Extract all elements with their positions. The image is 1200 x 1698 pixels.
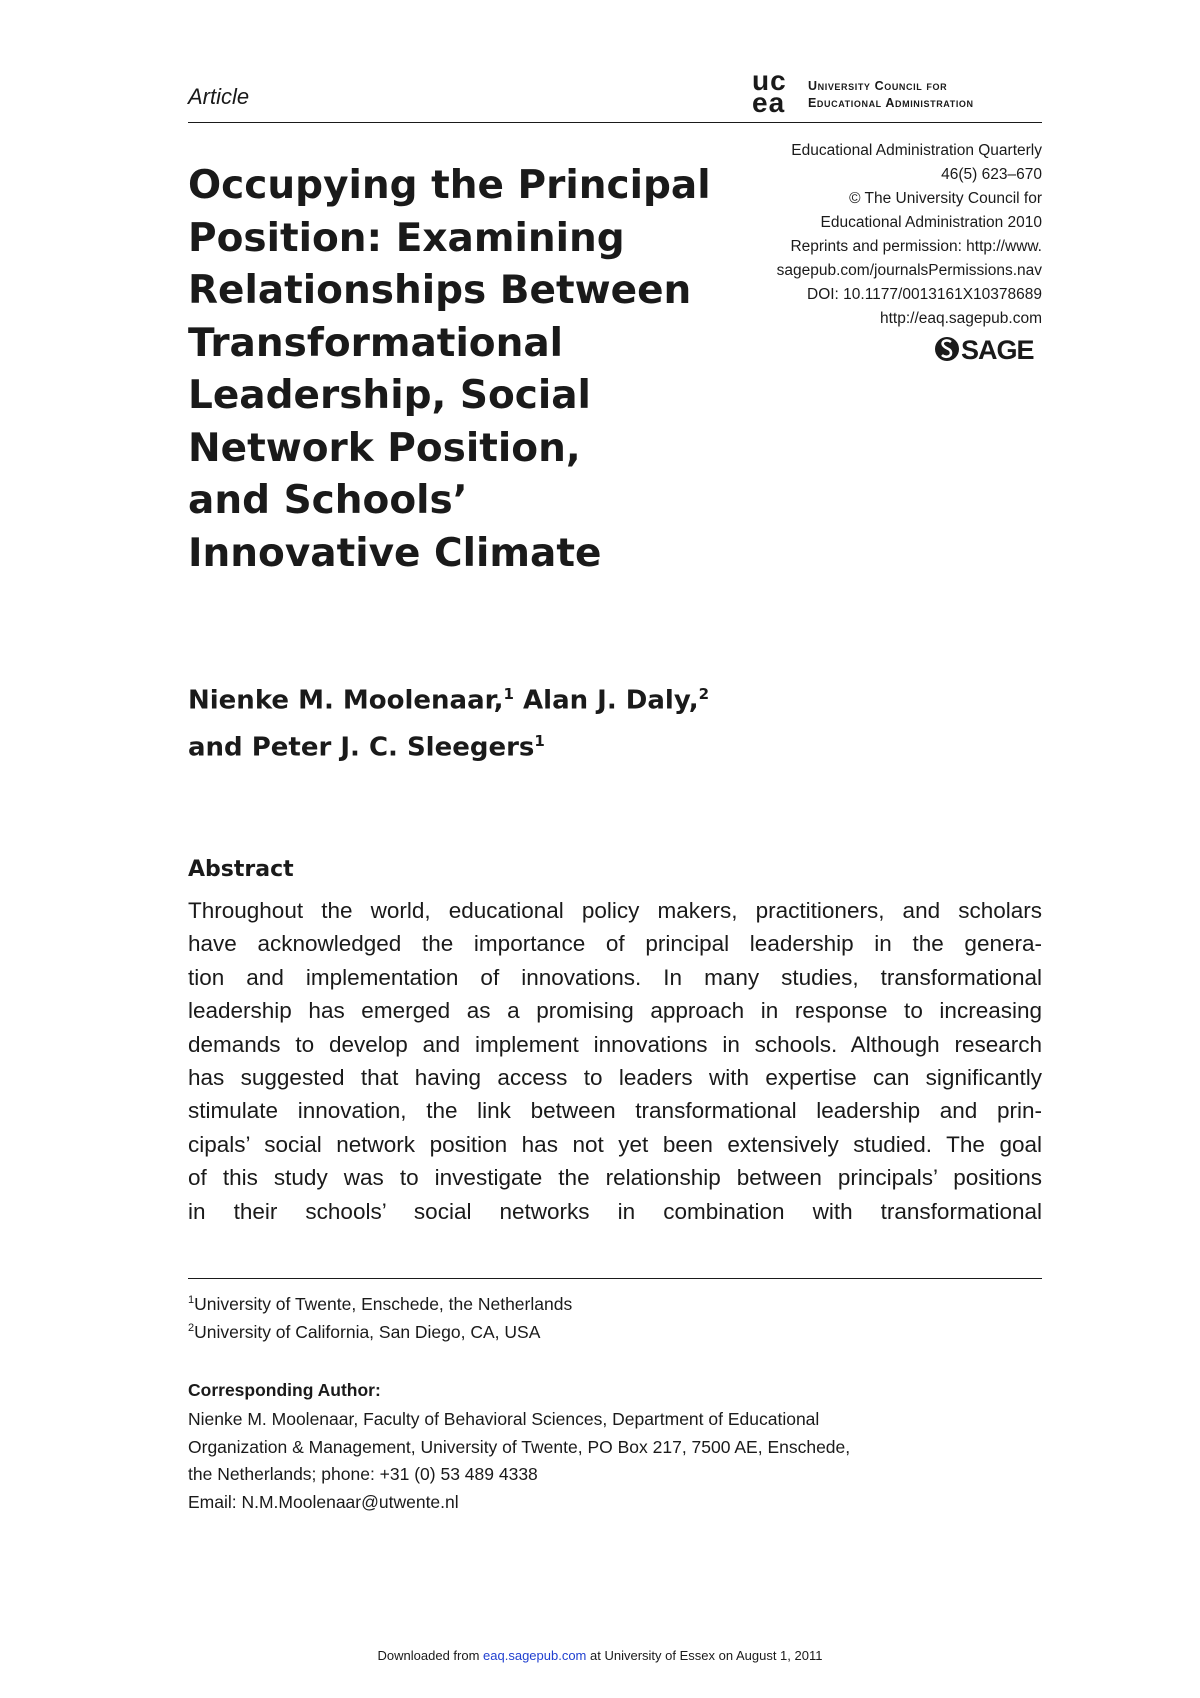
affiliation-marker: 2: [188, 1322, 195, 1335]
abstract-line: leadership has emerged as a promising approach in response to increasing: [188, 998, 1042, 1024]
title-line: Network Position,: [188, 425, 581, 471]
title-line: Innovative Climate: [188, 530, 602, 576]
affiliation-marker: 2: [698, 685, 710, 703]
sage-logo-text: SAGE: [961, 335, 1034, 365]
sage-logo-icon: [934, 333, 1044, 365]
download-note: [0, 1648, 1200, 1663]
journal-url[interactable]: http://eaq.sagepub.com: [879, 310, 1042, 327]
title-line: Occupying the Principal: [188, 163, 711, 208]
affiliation-marker: 1: [534, 731, 545, 750]
ucea-logo-mark: [752, 65, 787, 118]
corresponding-line: the Netherlands; phone: +31 (0) 53 489 4338: [188, 1464, 538, 1484]
corresponding-line: Nienke M. Moolenaar, Faculty of Behavioral Sciences, Department of Educational: [188, 1409, 820, 1429]
affiliation-1: [188, 1294, 572, 1315]
abstract-line: cipals’ social network position has not yet been extensively studied. The goal: [188, 1131, 1042, 1157]
author-name: Alan J. Daly,: [523, 685, 699, 716]
affiliation-2: [188, 1322, 540, 1343]
ucea-mark-line-1: uc: [752, 65, 787, 96]
copyright-line-1: © The University Council for: [849, 190, 1042, 207]
download-prefix: Downloaded from: [377, 1648, 484, 1663]
footnote-rule: [188, 1278, 1042, 1279]
title-line: Position: Examining: [188, 215, 625, 261]
author-name: and Peter J. C. Sleegers: [188, 732, 535, 763]
corresponding-email[interactable]: Email: N.M.Moolenaar@utwente.nl: [188, 1491, 459, 1512]
ucea-name-line-2: Educational Administration: [808, 96, 974, 110]
author-line-1: [188, 674, 709, 721]
abstract-line: has suggested that having access to leaders with expertise can significantly: [188, 1065, 1042, 1091]
title-line: and Schools’: [188, 478, 468, 523]
journal-meta: [777, 139, 1042, 331]
download-suffix: at University of Essex on August 1, 2011: [586, 1648, 823, 1663]
journal-issue: 46(5) 623–670: [941, 166, 1042, 183]
author-name: Nienke M. Moolenaar,: [188, 685, 504, 716]
corresponding-author-details: [188, 1406, 850, 1516]
abstract-line: stimulate innovation, the link between transformational leadership and prin-: [188, 1098, 1042, 1124]
title-line: Leadership, Social: [188, 373, 591, 418]
author-list: [188, 674, 709, 767]
corresponding-line: Organization & Management, University of Twente, PO Box 217, 7500 AE, Enschede,: [188, 1436, 851, 1457]
article-type-label: Article: [188, 84, 250, 109]
reprints-line-2[interactable]: sagepub.com/journalsPermissions.nav: [776, 262, 1042, 279]
ucea-mark-line-2: ea: [752, 87, 786, 118]
abstract-line: Throughout the world, educational policy makers, practitioners, and scholars: [188, 898, 1042, 923]
title-line: Transformational: [188, 320, 564, 366]
abstract-line: have acknowledged the importance of principal leadership in the genera-: [188, 931, 1042, 957]
abstract-line: demands to develop and implement innovations in schools. Although research: [188, 1031, 1042, 1057]
affiliation-text: University of California, San Diego, CA, USA: [194, 1322, 541, 1342]
ucea-logo-name: [808, 78, 974, 112]
doi[interactable]: DOI: 10.1177/0013161X10378689: [807, 286, 1042, 303]
title-line: Relationships Between: [188, 268, 692, 313]
article-title: [188, 160, 718, 580]
abstract-line: tion and implementation of innovations. In many studies, transformational: [188, 964, 1042, 990]
abstract-line: of this study was to investigate the relationship between principals’ positions: [188, 1165, 1042, 1191]
copyright-line-2: Educational Administration 2010: [820, 214, 1042, 231]
header-rule: [188, 122, 1042, 123]
abstract-heading: Abstract: [188, 857, 294, 882]
author-line-2: [188, 721, 709, 768]
affiliation-text: University of Twente, Enschede, the Netherlands: [194, 1294, 573, 1314]
affiliation-marker: 1: [188, 1294, 195, 1307]
affiliation-marker: 1: [503, 685, 514, 703]
ucea-logo: [752, 65, 1047, 118]
ucea-name-line-1: University Council for: [808, 79, 948, 93]
corresponding-author-heading: Corresponding Author:: [188, 1380, 381, 1400]
sage-logo: [934, 333, 1044, 365]
journal-name: Educational Administration Quarterly: [791, 142, 1042, 159]
download-link[interactable]: eaq.sagepub.com: [483, 1648, 587, 1663]
abstract-body: [188, 894, 1042, 1228]
reprints-line-1[interactable]: Reprints and permission: http://www.: [790, 238, 1042, 255]
abstract-line: in their schools’ social networks in combination with transformational: [188, 1198, 1042, 1224]
